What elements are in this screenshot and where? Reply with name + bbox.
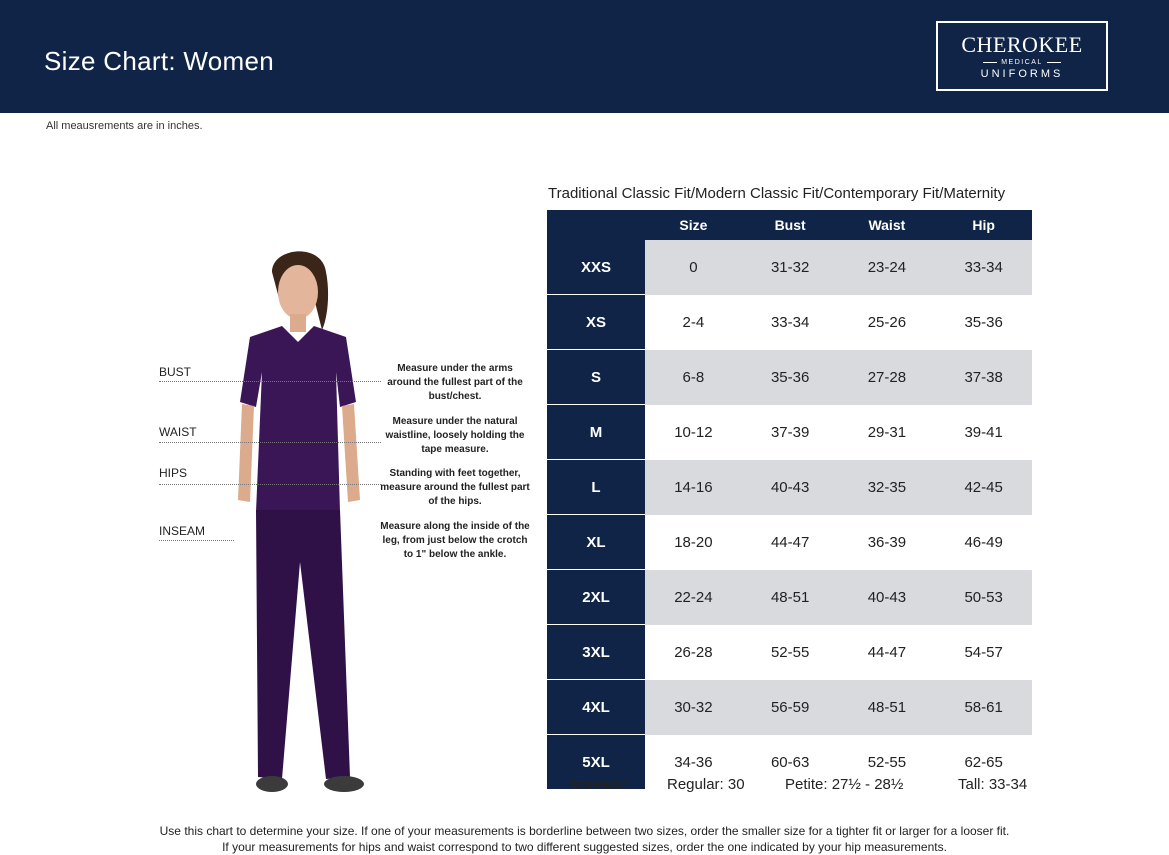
size-number: 26-28 <box>645 625 742 680</box>
waist-value: 36-39 <box>839 515 936 570</box>
waist-value: 32-35 <box>839 460 936 515</box>
desc-waist: Measure under the natural waistline, loosely holding the tape measure. <box>385 416 525 455</box>
table-row <box>547 350 1032 405</box>
header-size: Size <box>645 210 742 240</box>
table-row <box>547 680 1032 735</box>
size-label: M <box>547 405 645 460</box>
bust-value: 48-51 <box>742 570 839 625</box>
hip-value: 50-53 <box>935 570 1032 625</box>
bust-guide-line <box>159 381 381 382</box>
hip-value: 37-38 <box>935 350 1032 405</box>
table-header-row <box>547 210 1032 240</box>
hip-value: 42-45 <box>935 460 1032 515</box>
bust-value: 33-34 <box>742 295 839 350</box>
inseam-petite: Petite: 27½ - 28½ <box>785 776 904 793</box>
inseam-label: Inseam: <box>571 776 628 793</box>
bust-value: 31-32 <box>742 240 839 295</box>
page-title: Size Chart: Women <box>44 46 275 76</box>
waist-value: 40-43 <box>839 570 936 625</box>
desc-hips: Standing with feet together, measure around the fullest part of the hips. <box>380 468 530 507</box>
header-waist: Waist <box>839 210 936 240</box>
bust-value: 35-36 <box>742 350 839 405</box>
hip-value: 58-61 <box>935 680 1032 735</box>
waist-value: 25-26 <box>839 295 936 350</box>
bust-value: 37-39 <box>742 405 839 460</box>
table-row <box>547 460 1032 515</box>
table-row <box>547 240 1032 295</box>
hip-value: 33-34 <box>935 240 1032 295</box>
waist-value: 52-55 <box>839 735 936 790</box>
logo-sub <box>938 59 1106 66</box>
neck-shape <box>290 314 306 332</box>
size-number: 30-32 <box>645 680 742 735</box>
header-hip: Hip <box>935 210 1032 240</box>
size-number: 2-4 <box>645 295 742 350</box>
table-row <box>547 570 1032 625</box>
label-hips: HIPS <box>159 466 188 480</box>
cherokee-logo <box>936 21 1108 91</box>
header-bust: Bust <box>742 210 839 240</box>
header-blank <box>547 210 645 240</box>
size-number: 18-20 <box>645 515 742 570</box>
label-inseam: INSEAM <box>159 524 206 538</box>
waist-value: 29-31 <box>839 405 936 460</box>
left-arm <box>238 404 254 502</box>
logo-divider <box>1047 62 1061 63</box>
size-label: 5XL <box>547 735 645 790</box>
size-number: 22-24 <box>645 570 742 625</box>
size-label: XS <box>547 295 645 350</box>
logo-divider <box>983 62 997 63</box>
logo-brand: CHEROKEE <box>961 32 1083 57</box>
desc-inseam: Measure along the inside of the leg, from just below the crotch to 1" below the ankle. <box>380 521 530 560</box>
table-caption: Traditional Classic Fit/Modern Classic Fit/Contemporary Fit/Maternity <box>548 185 1006 202</box>
size-label: S <box>547 350 645 405</box>
size-number: 0 <box>645 240 742 295</box>
right-arm <box>342 404 360 502</box>
bust-value: 40-43 <box>742 460 839 515</box>
measurement-note: All meausrements are in inches. <box>46 120 203 132</box>
size-label: XL <box>547 515 645 570</box>
size-label: 4XL <box>547 680 645 735</box>
bust-value: 52-55 <box>742 625 839 680</box>
size-table <box>547 210 1032 790</box>
header-banner <box>0 0 1169 113</box>
label-bust: BUST <box>159 365 192 379</box>
right-shoe <box>324 776 364 792</box>
size-label: 3XL <box>547 625 645 680</box>
hips-guide-line <box>159 484 381 485</box>
face-shape <box>278 265 318 319</box>
waist-value: 44-47 <box>839 625 936 680</box>
table-row <box>547 295 1032 350</box>
size-number: 14-16 <box>645 460 742 515</box>
inseam-guide-line <box>159 540 234 541</box>
table-row <box>547 625 1032 680</box>
hip-value: 62-65 <box>935 735 1032 790</box>
logo-sub-text: MEDICAL <box>1001 59 1043 66</box>
scrub-pants <box>256 510 350 779</box>
hip-value: 46-49 <box>935 515 1032 570</box>
waist-value: 23-24 <box>839 240 936 295</box>
logo-uniforms: UNIFORMS <box>980 68 1064 80</box>
waist-guide-line <box>159 442 381 443</box>
size-number: 34-36 <box>645 735 742 790</box>
size-label: L <box>547 460 645 515</box>
table-row <box>547 405 1032 460</box>
bust-value: 60-63 <box>742 735 839 790</box>
bust-value: 44-47 <box>742 515 839 570</box>
waist-value: 27-28 <box>839 350 936 405</box>
size-number: 6-8 <box>645 350 742 405</box>
hip-value: 39-41 <box>935 405 1032 460</box>
label-waist: WAIST <box>159 425 197 439</box>
footer-line-1: Use this chart to determine your size. If one of your measurements is borderline between two sizes, order the smaller size for a tighter fit or larger for a looser fit. <box>159 824 1010 838</box>
footer-line-2: If your measurements for hips and waist correspond to two different suggested sizes, order the one indicated by your hip measurements. <box>222 840 947 854</box>
hip-value: 54-57 <box>935 625 1032 680</box>
desc-bust: Measure under the arms around the fullest part of the bust/chest. <box>387 363 523 402</box>
table-row <box>547 515 1032 570</box>
waist-value: 48-51 <box>839 680 936 735</box>
size-number: 10-12 <box>645 405 742 460</box>
inseam-tall: Tall: 33-34 <box>958 776 1028 793</box>
left-shoe <box>256 776 288 792</box>
size-label: 2XL <box>547 570 645 625</box>
inseam-regular: Regular: 30 <box>667 776 745 793</box>
hip-value: 35-36 <box>935 295 1032 350</box>
bust-value: 56-59 <box>742 680 839 735</box>
size-label: XXS <box>547 240 645 295</box>
